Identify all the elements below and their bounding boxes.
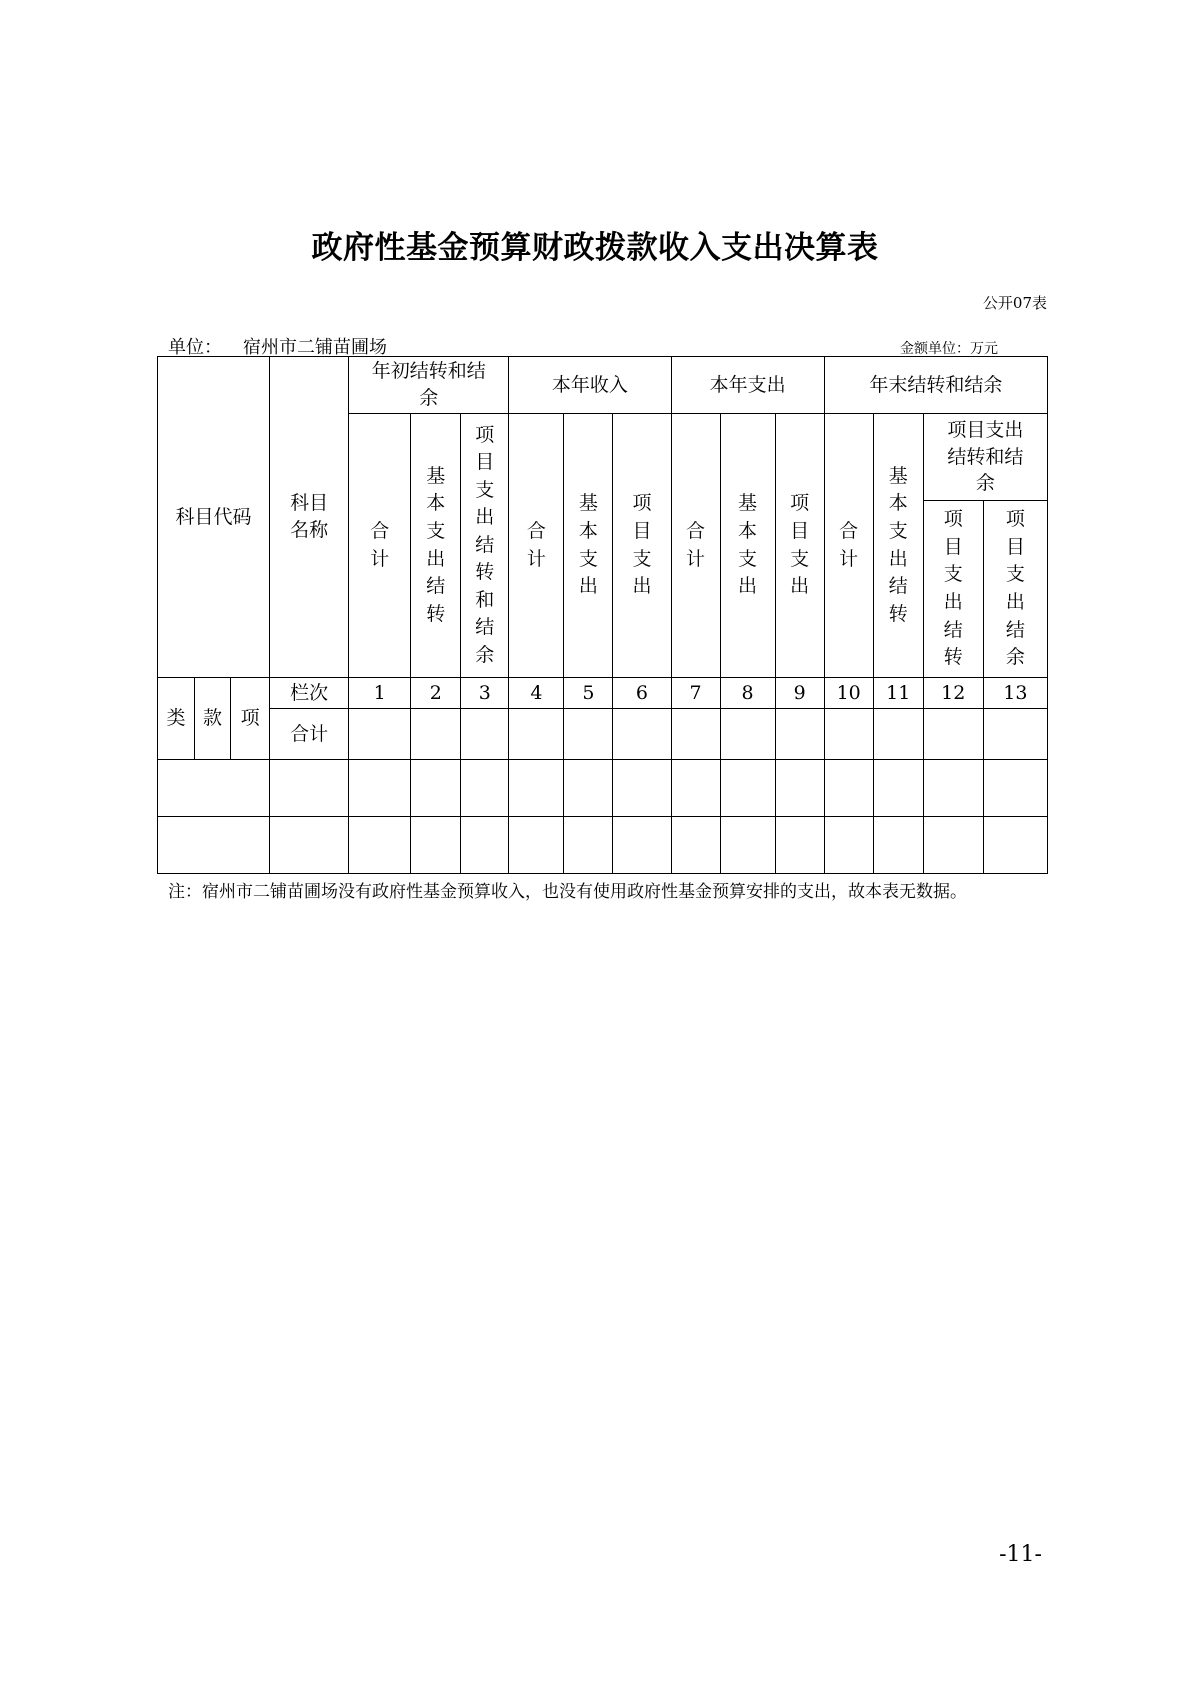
table-cell — [671, 817, 720, 874]
kuan-header: 款 — [195, 678, 231, 760]
table-cell — [671, 760, 720, 817]
footnote: 注：宿州市二铺苗圃场没有政府性基金预算收入，也没有使用政府性基金预算安排的支出，故本表无数据。 — [168, 882, 967, 902]
table-cell — [461, 817, 509, 874]
col-number: 13 — [983, 678, 1047, 709]
col-number: 8 — [720, 678, 775, 709]
table-cell — [983, 760, 1047, 817]
col-number: 5 — [564, 678, 613, 709]
xiang-header: 项 — [231, 678, 270, 760]
col-number: 9 — [775, 678, 824, 709]
end-project-balance: 项目支出结余 — [983, 501, 1047, 678]
total-label: 合计 — [270, 709, 349, 760]
income-col-total: 合计 — [509, 414, 564, 678]
table-cell — [158, 760, 270, 817]
start-col-basic: 基本支出结转 — [411, 414, 461, 678]
table-cell — [613, 709, 671, 760]
expense-col-project: 项目支出 — [775, 414, 824, 678]
table-cell — [720, 817, 775, 874]
col-number: 3 — [461, 678, 509, 709]
table-cell — [461, 760, 509, 817]
table-cell — [349, 817, 411, 874]
page-title: 政府性基金预算财政拨款收入支出决算表 — [311, 230, 879, 266]
table-cell — [461, 709, 509, 760]
col-number: 1 — [349, 678, 411, 709]
subject-code-header: 科目代码 — [158, 357, 270, 678]
end-project-carryover: 项目支出结转 — [923, 501, 983, 678]
table-cell — [613, 817, 671, 874]
expense-col-total: 合计 — [671, 414, 720, 678]
group-header-end: 年末结转和结余 — [824, 357, 1047, 414]
table-cell — [720, 709, 775, 760]
group-header-income: 本年收入 — [509, 357, 671, 414]
table-cell — [775, 760, 824, 817]
col-index-label: 栏次 — [270, 678, 349, 709]
col-number: 2 — [411, 678, 461, 709]
table-cell — [720, 760, 775, 817]
end-project-group-header: 项目支出结转和结余 — [923, 414, 1047, 501]
page-number: -11- — [999, 1542, 1042, 1567]
amount-unit: 金额单位：万元 — [900, 341, 998, 357]
table-cell — [613, 760, 671, 817]
table-cell — [873, 817, 923, 874]
table-cell — [411, 709, 461, 760]
table-row — [158, 760, 1048, 817]
expense-col-basic: 基本支出 — [720, 414, 775, 678]
table-cell — [509, 760, 564, 817]
col-number: 7 — [671, 678, 720, 709]
end-col-total: 合计 — [824, 414, 873, 678]
table-cell — [775, 709, 824, 760]
table-cell — [509, 817, 564, 874]
col-number: 11 — [873, 678, 923, 709]
income-col-project: 项目支出 — [613, 414, 671, 678]
table-cell — [824, 709, 873, 760]
col-number: 4 — [509, 678, 564, 709]
table-cell — [509, 709, 564, 760]
income-col-basic: 基本支出 — [564, 414, 613, 678]
table-cell — [824, 760, 873, 817]
table-cell — [671, 709, 720, 760]
table-cell — [411, 760, 461, 817]
table-cell — [873, 760, 923, 817]
subject-name-header: 科目名称 — [270, 357, 349, 678]
start-col-project: 项目支出结转和结余 — [461, 414, 509, 678]
lei-header: 类 — [158, 678, 195, 760]
start-col-total: 合计 — [349, 414, 411, 678]
table-cell — [923, 709, 983, 760]
table-cell — [411, 817, 461, 874]
table-cell — [923, 817, 983, 874]
table-cell — [564, 817, 613, 874]
table-cell — [564, 709, 613, 760]
table-cell — [270, 817, 349, 874]
table-cell — [824, 817, 873, 874]
end-col-basic: 基本支出结转 — [873, 414, 923, 678]
unit-label: 单位： — [168, 337, 222, 358]
budget-table — [157, 356, 1048, 874]
table-cell — [564, 760, 613, 817]
col-number: 12 — [923, 678, 983, 709]
table-cell — [873, 709, 923, 760]
group-header-start: 年初结转和结余 — [349, 357, 509, 414]
group-header-expense: 本年支出 — [671, 357, 824, 414]
col-number: 10 — [824, 678, 873, 709]
table-row-total — [158, 709, 1048, 760]
table-cell — [158, 817, 270, 874]
col-number: 6 — [613, 678, 671, 709]
table-cell — [349, 760, 411, 817]
table-cell — [923, 760, 983, 817]
table-cell — [983, 817, 1047, 874]
table-cell — [349, 709, 411, 760]
table-cell — [270, 760, 349, 817]
unit-name: 宿州市二铺苗圃场 — [243, 337, 387, 358]
form-number: 公开07表 — [982, 294, 1047, 312]
table-row — [158, 817, 1048, 874]
table-cell — [983, 709, 1047, 760]
table-cell — [775, 817, 824, 874]
